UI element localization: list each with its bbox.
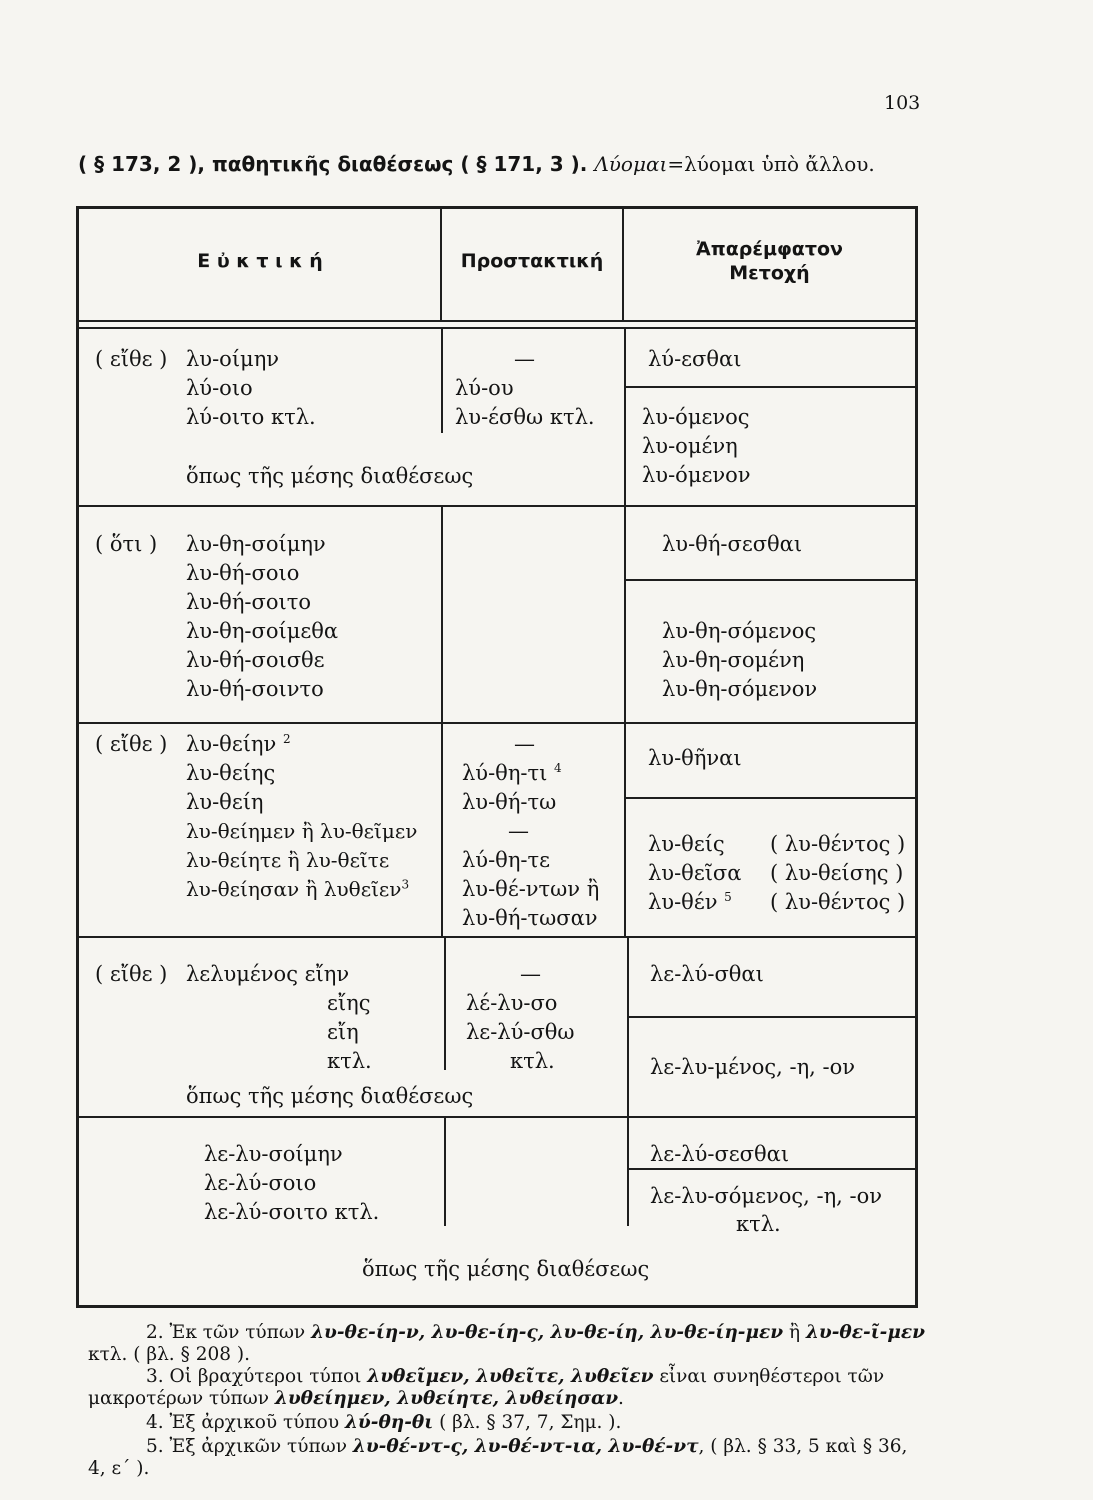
block1-optative-line: λυ-οίμην: [186, 347, 280, 371]
block4-imperative-line: —: [520, 962, 541, 986]
block3-participle-line: λυ-θέν $^5$: [648, 890, 732, 914]
heading-verb: Λύομαι: [594, 152, 668, 176]
block3-optative-line: λυ-θείησαν ἢ λυθεῖεν$^3$: [186, 877, 410, 901]
block5-participle-line: κτλ.: [736, 1212, 781, 1236]
footnote-ref: 3: [401, 877, 410, 892]
block3-participle-genitive: ( λυ-θείσης ): [770, 861, 904, 885]
block4-imperative-line: λέ-λυ-σο: [466, 991, 558, 1015]
block5-optative-line: λε-λύ-σοιτο κτλ.: [204, 1200, 380, 1224]
header-participle: Μετοχή: [729, 262, 810, 284]
block4-prefix: ( εἴθε ): [95, 962, 168, 986]
block3-optative-line: λυ-θείη: [186, 790, 264, 814]
block5-infinitive: λε-λύ-σεσθαι: [650, 1142, 790, 1166]
block3-participle-genitive: ( λυ-θέντος ): [770, 832, 906, 856]
block5-optative-line: λε-λυ-σοίμην: [204, 1142, 343, 1166]
block3-participle-line: λυ-θείς: [648, 832, 725, 856]
block1-participle-line: λυ-όμενος: [642, 405, 750, 429]
block1-participle-line: λυ-όμενον: [642, 463, 751, 487]
block2-optative-line: λυ-θη-σοίμεθα: [186, 619, 339, 643]
block1-infinitive: λύ-εσθαι: [648, 347, 742, 371]
footnote-5: 5. Ἐξ ἀρχικῶν τύπων λυ-θέ-ντ-ς, λυ-θέ-ντ-ια, λυ-θέ-ντ, ( βλ. § 33, 5 καὶ § 36, 4, ε΄ ).: [88, 1436, 908, 1479]
block3-prefix: ( εἴθε ): [95, 732, 168, 756]
block5-participle-line: λε-λυ-σόμενος, -η, -ον: [650, 1184, 883, 1208]
block2-optative-line: λυ-θή-σοισθε: [186, 648, 325, 672]
page-number: 103: [884, 92, 921, 114]
block1-participle-line: λυ-ομένη: [642, 434, 738, 458]
block1-optative-line: λύ-οιτο κτλ.: [186, 405, 316, 429]
block2-infinitive: λυ-θή-σεσθαι: [662, 532, 803, 556]
block1-optative-line: λύ-οιο: [186, 376, 253, 400]
block1-imperative-line: λυ-έσθω κτλ.: [455, 405, 595, 429]
footnote-ref: 2: [282, 732, 291, 746]
footnote-3: 3. Οἱ βραχύτεροι τύποι λυθεῖμεν, λυθεῖτε, λυθεῖεν εἶναι συνηθέστεροι τῶν μακροτέρων τύπων λυθείημεν, λυθείητε, λυθείησαν.: [88, 1366, 885, 1409]
footnote-ref: 4: [554, 761, 562, 775]
block1-note: ὅπως τῆς μέσης διαθέσεως: [186, 464, 474, 488]
block4-optative-first: λελυμένος εἴην: [186, 962, 350, 986]
block3-imperative-line: λύ-θη-τε: [462, 848, 550, 872]
block1-prefix: ( εἴθε ): [95, 347, 168, 371]
block3-participle-line: λυ-θεῖσα: [648, 861, 742, 885]
block2-optative-line: λυ-θη-σοίμην: [186, 532, 326, 556]
block3-infinitive: λυ-θῆναι: [648, 746, 742, 770]
block3-imperative-line: —: [508, 819, 529, 843]
block1-imperative-line: —: [514, 347, 535, 371]
block4-optative-line: κτλ.: [327, 1049, 372, 1073]
block5-optative-line: λε-λύ-σοιο: [204, 1171, 317, 1195]
block3-optative-line: λυ-θείης: [186, 761, 276, 785]
block4-optative-line: εἴης: [327, 991, 371, 1015]
block3-imperative-line: λυ-θέ-ντων ἢ: [462, 877, 600, 901]
header-infinitive: Ἀπαρέμφατον: [696, 238, 843, 260]
block2-optative-line: λυ-θή-σοιτο: [186, 590, 311, 614]
block3-imperative-line: λυ-θή-τω: [462, 790, 557, 814]
block4-participle: λε-λυ-μένος, -η, -ον: [650, 1055, 856, 1079]
block3-optative-line: λυ-θείητε ἢ λυ-θεῖτε: [186, 848, 390, 872]
heading-gloss: =λύομαι ὑπὸ ἄλλου.: [667, 152, 875, 176]
block3-imperative-line: λύ-θη-τι $^4$: [462, 761, 562, 785]
block4-imperative-line: κτλ.: [510, 1049, 555, 1073]
block2-participle-line: λυ-θη-σόμενος: [662, 619, 817, 643]
block2-participle-line: λυ-θη-σόμενον: [662, 677, 818, 701]
page-heading: [78, 152, 875, 176]
block3-imperative-line: λυ-θή-τωσαν: [462, 906, 598, 930]
block5-note: ὅπως τῆς μέσης διαθέσεως: [362, 1257, 650, 1281]
block4-imperative-line: λε-λύ-σθω: [466, 1020, 575, 1044]
header-imperative: Προστακτική: [460, 250, 604, 272]
footnote-2: 2. Ἐκ τῶν τύπων λυ-θε-ίη-ν, λυ-θε-ίη-ς, λυ-θε-ίη, λυ-θε-ίη-μεν ἢ λυ-θε-ῖ-μεν κτλ. ( βλ. § 208 ).: [88, 1322, 925, 1365]
block3-optative-line: λυ-θείην $^2$: [186, 732, 291, 756]
block3-optative-line: λυ-θείημεν ἢ λυ-θεῖμεν: [186, 819, 418, 843]
heading-section-refs: ( § 173, 2 ), παθητικῆς διαθέσεως ( § 171, 3 ).: [78, 152, 595, 176]
block2-optative-line: λυ-θή-σοιο: [186, 561, 300, 585]
block4-infinitive: λε-λύ-σθαι: [650, 962, 764, 986]
footnote-ref: 5: [724, 890, 732, 904]
header-optative: Ε ὐ κ τ ι κ ή: [197, 250, 323, 272]
block4-optative-line: εἴη: [327, 1020, 359, 1044]
block3-participle-genitive: ( λυ-θέντος ): [770, 890, 906, 914]
block4-note: ὅπως τῆς μέσης διαθέσεως: [186, 1084, 474, 1108]
footnote-4: 4. Ἐξ ἀρχικοῦ τύπου λύ-θη-θι ( βλ. § 37, 7, Σημ. ).: [146, 1412, 622, 1433]
block2-participle-line: λυ-θη-σομένη: [662, 648, 805, 672]
block1-imperative-line: λύ-ου: [455, 376, 514, 400]
block2-optative-line: λυ-θή-σοιντο: [186, 677, 324, 701]
block2-prefix: ( ὅτι ): [95, 532, 158, 556]
block3-imperative-line: —: [514, 732, 535, 756]
